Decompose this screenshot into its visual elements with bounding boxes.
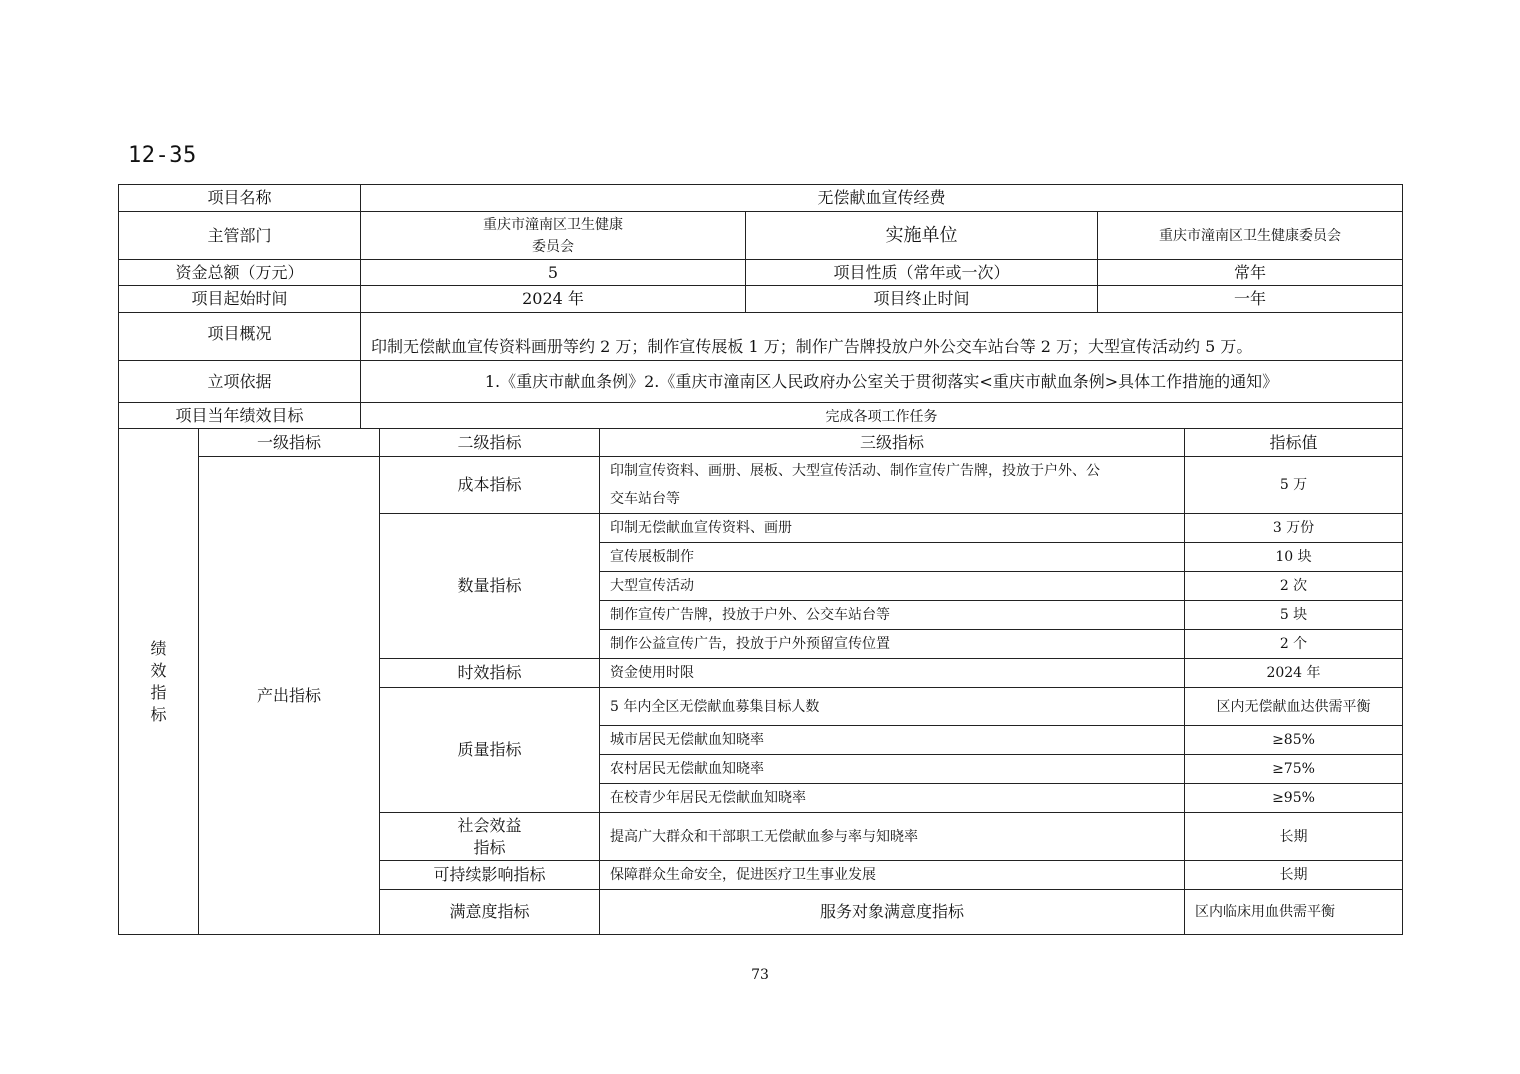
quality-value: ≥85%	[1185, 726, 1403, 755]
satisfaction-level1-label: 满意度指标	[380, 890, 600, 935]
fund-label: 资金总额（万元）	[119, 260, 361, 286]
quality-value: ≥95%	[1185, 784, 1403, 813]
nature-value: 常年	[1098, 260, 1403, 286]
side-char: 效	[150, 660, 167, 680]
basis-label: 立项依据	[119, 361, 361, 403]
end-label: 项目终止时间	[746, 286, 1098, 313]
quality-indicator-label: 质量指标	[380, 688, 600, 813]
quantity-value: 5 块	[1185, 601, 1403, 630]
row-overview	[119, 313, 1403, 361]
cost-value: 5 万	[1185, 457, 1403, 514]
quality-item: 5 年内全区无偿献血募集目标人数	[600, 688, 1185, 726]
dept-value-line1: 重庆市潼南区卫生健康	[483, 216, 623, 233]
start-label: 项目起始时间	[119, 286, 361, 313]
quantity-item: 印制无偿献血宣传资料、画册	[600, 514, 1185, 543]
end-value: 一年	[1098, 286, 1403, 313]
timeliness-item: 资金使用时限	[600, 659, 1185, 688]
quality-item: 农村居民无偿献血知晓率	[600, 755, 1185, 784]
social-label-line1: 社会效益	[457, 815, 522, 835]
sustain-value: 长期	[1185, 861, 1403, 890]
header-value: 指标值	[1185, 429, 1403, 457]
quality-item: 在校青少年居民无偿献血知晓率	[600, 784, 1185, 813]
row-time	[119, 286, 1403, 313]
quality-value: 区内无偿献血达供需平衡	[1185, 688, 1403, 726]
header-level2: 二级指标	[380, 429, 600, 457]
quantity-item: 制作公益宣传广告，投放于户外预留宣传位置	[600, 630, 1185, 659]
satisfaction-indicator-label: 服务对象满意度指标	[600, 890, 1185, 935]
cost-item	[600, 457, 1185, 514]
sustain-indicator-label: 可持续影响指标	[380, 861, 600, 890]
perf-side-label	[119, 429, 199, 935]
timeliness-value: 2024 年	[1185, 659, 1403, 688]
quality-value: ≥75%	[1185, 755, 1403, 784]
perf-header-row	[119, 429, 1403, 457]
quantity-item: 大型宣传活动	[600, 572, 1185, 601]
impl-label: 实施单位	[746, 212, 1098, 260]
project-info-table	[118, 184, 1403, 429]
cost-item-line2: 交车站台等	[610, 491, 680, 507]
dept-value-line2: 委员会	[532, 238, 574, 255]
quantity-value: 2 次	[1185, 572, 1403, 601]
social-indicator-label	[380, 813, 600, 861]
side-char: 绩	[150, 638, 167, 658]
row-department	[119, 212, 1403, 260]
table-row	[119, 457, 1403, 514]
performance-indicator-table	[118, 428, 1403, 935]
quantity-indicator-label: 数量指标	[380, 514, 600, 659]
social-item: 提高广大群众和干部职工无偿献血参与率与知晓率	[600, 813, 1185, 861]
social-value: 长期	[1185, 813, 1403, 861]
project-name-label: 项目名称	[119, 185, 361, 212]
page-number: 73	[751, 967, 769, 983]
impl-value: 重庆市潼南区卫生健康委员会	[1098, 212, 1403, 260]
header-level1: 一级指标	[199, 429, 380, 457]
side-char: 指	[150, 682, 167, 702]
side-char: 标	[150, 704, 167, 724]
quantity-item: 制作宣传广告牌，投放于户外、公交车站台等	[600, 601, 1185, 630]
overview-value: 印制无偿献血宣传资料画册等约 2 万；制作宣传展板 1 万；制作广告牌投放户外公交车站台等 2 万；大型宣传活动约 5 万。	[361, 313, 1403, 361]
sustain-item: 保障群众生命安全，促进医疗卫生事业发展	[600, 861, 1185, 890]
dept-value	[361, 212, 746, 260]
row-basis	[119, 361, 1403, 403]
quality-item: 城市居民无偿献血知晓率	[600, 726, 1185, 755]
header-level3: 三级指标	[600, 429, 1185, 457]
basis-value: 1.《重庆市献血条例》2.《重庆市潼南区人民政府办公室关于贯彻落实<重庆市献血条例>具体工作措施的通知》	[361, 361, 1403, 403]
row-project-name	[119, 185, 1403, 212]
row-goal	[119, 403, 1403, 429]
cost-indicator-label: 成本指标	[380, 457, 600, 514]
cost-item-line1: 印制宣传资料、画册、展板、大型宣传活动、制作宣传广告牌，投放于户外、公	[610, 463, 1100, 479]
nature-label: 项目性质（常年或一次）	[746, 260, 1098, 286]
output-indicator-label: 产出指标	[199, 457, 380, 935]
start-value: 2024 年	[361, 286, 746, 313]
timeliness-indicator-label: 时效指标	[380, 659, 600, 688]
goal-label: 项目当年绩效目标	[119, 403, 361, 429]
dept-label: 主管部门	[119, 212, 361, 260]
fund-value: 5	[361, 260, 746, 286]
overview-label: 项目概况	[119, 313, 361, 361]
quantity-item: 宣传展板制作	[600, 543, 1185, 572]
quantity-value: 3 万份	[1185, 514, 1403, 543]
page-label: 12-35	[128, 143, 197, 168]
goal-value: 完成各项工作任务	[361, 403, 1403, 429]
quantity-value: 2 个	[1185, 630, 1403, 659]
row-fund	[119, 260, 1403, 286]
project-name-value: 无偿献血宣传经费	[361, 185, 1403, 212]
quantity-value: 10 块	[1185, 543, 1403, 572]
satisfaction-item: 区内临床用血供需平衡	[1185, 890, 1403, 935]
social-label-line2: 指标	[473, 837, 506, 857]
